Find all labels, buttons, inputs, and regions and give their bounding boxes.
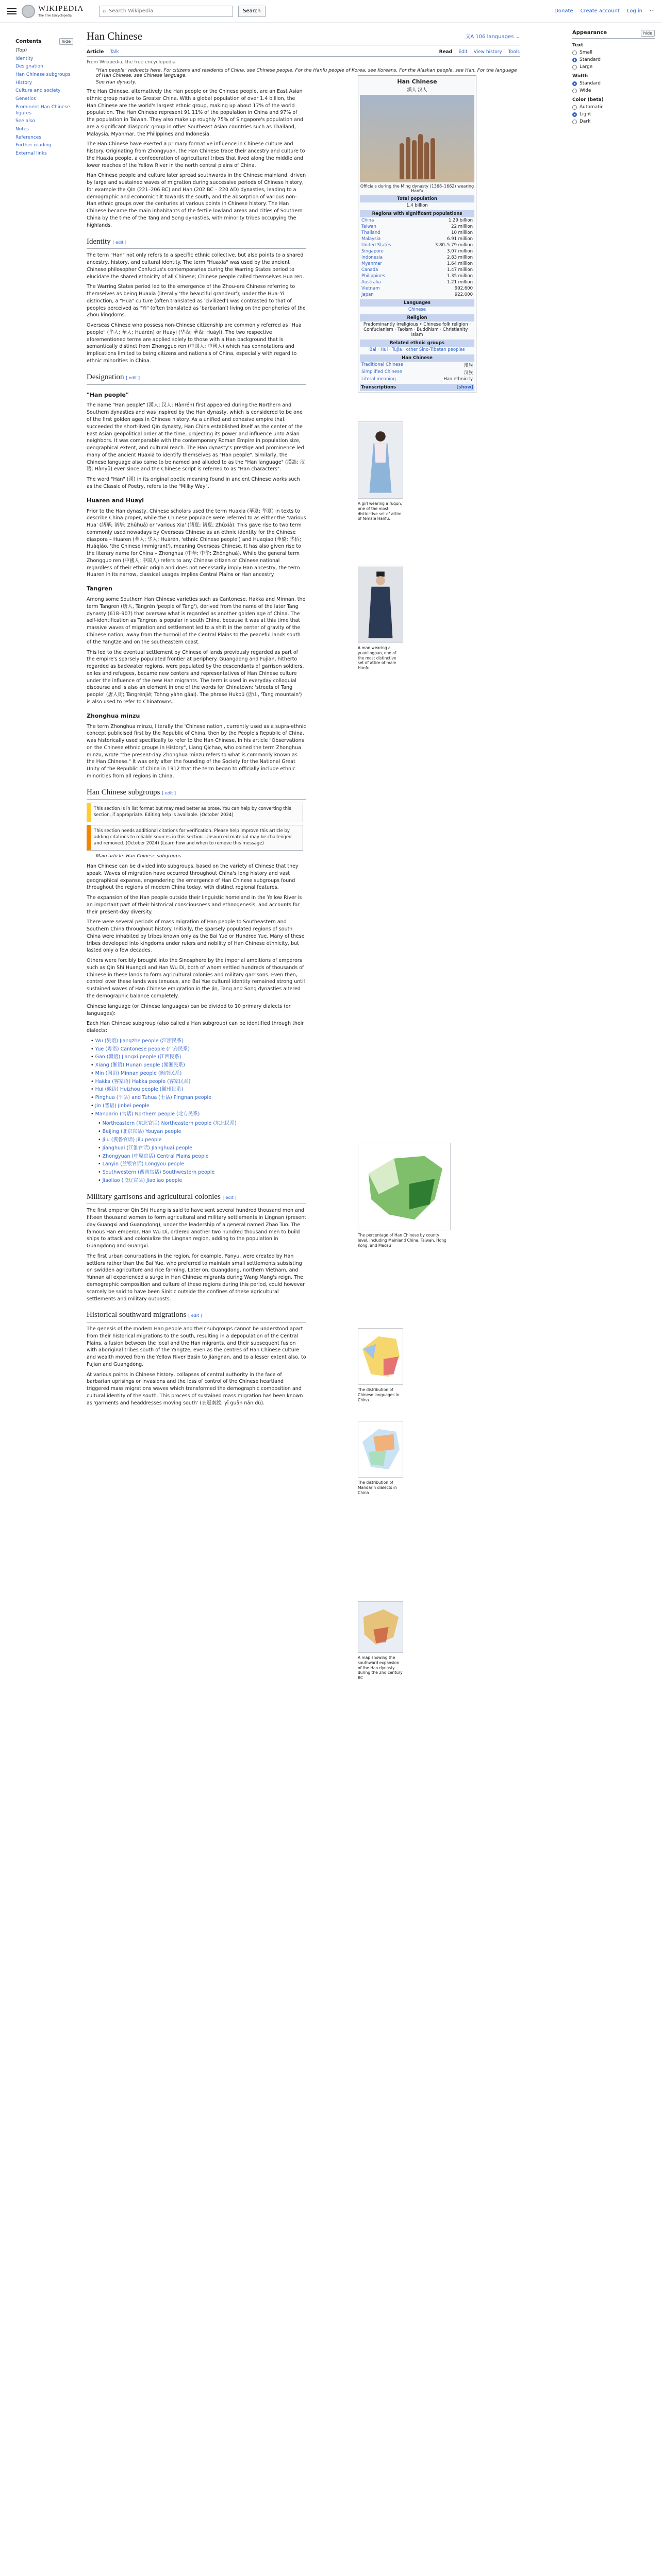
region-value: 3.07 million: [447, 249, 473, 254]
radio-label: Standard: [580, 81, 601, 86]
region-row: [360, 224, 474, 230]
mandarin-dialect-item[interactable]: • Jiaoliao (胶辽官话) Jiaoliao people: [98, 1177, 306, 1184]
donate-link[interactable]: Donate: [554, 8, 573, 14]
name-value: 漢族: [464, 363, 473, 368]
yuanlingpao-image-box: A man wearing a yuanlingpao, one of the most distinctive set of attire of male Hanfu.: [358, 566, 403, 671]
radio-color_opts-automatic[interactable]: [572, 105, 655, 110]
toc-item[interactable]: Prominent Han Chinese figures: [15, 104, 70, 116]
paragraph: Prior to the Han dynasty, Chinese scholars used the term Huaxia (華夏; 华夏) in texts to describe China proper, while the Chinese populace were referred to as either the 'various Hua' (諸華; 诸华; Zhūhuá) or 'various Xia' (諸夏; 诸夏; Zhūxià). This gave rise to two term commonly used nowadays by Overseas Chinese as an ethnic identity for the Chinese diaspora – Huaren (華人; 华人; Huárén, 'ethnic Chinese people') and Huaqiao (華僑; 华侨; Huáqiáo, 'the Chinese immigrant'), meaning Overseas Chinese. It has also given rise to the literary name for China – Zhonghua (中華; 中华; Zhōnghuá). While the general term Zhongguo ren (中國人; 中国人) refers to any Chinese citizen or Chinese national regardless of their ethnic origin and does not necessarily imply Han ancestry, the term Huaren in its narrow, classical usages implies Central Plains or Han ancestry.: [87, 508, 306, 578]
region-value: 1.21 million: [447, 280, 473, 285]
radio-text_opts-large[interactable]: [572, 64, 655, 70]
toc-item[interactable]: Identity: [15, 56, 34, 61]
region-row: [360, 236, 474, 242]
article-content: [87, 30, 520, 1680]
radio-width_opts-wide[interactable]: [572, 88, 655, 93]
infobox-title: Han Chinese: [397, 78, 437, 85]
mandarin-dialect-item[interactable]: • Zhongyuan (中原官话) Central Plains people: [98, 1153, 306, 1160]
dialect-item[interactable]: • Yue (粤语) Cantonese people (广府民系): [91, 1046, 306, 1053]
paragraph: At various points in Chinese history, collapses of central authority in the face of barbarian uprisings or invasions and the loss of control of the Chinese heartland triggered mass migrations waves which transformed the demographic composition and cultural identity of the south. This process of sustained mass migration has been known as 'garments and headdresses moving south' (衣冠南渡; yī guān nán dù).: [87, 1371, 303, 1406]
subsection-heading: "Han people": [87, 391, 129, 398]
more-icon[interactable]: ⋯: [650, 8, 655, 14]
transcriptions-row[interactable]: Transcriptions [show]: [361, 385, 473, 390]
radio-icon: [572, 58, 577, 62]
tab-edit[interactable]: Edit: [458, 49, 468, 55]
region-row: [360, 273, 474, 279]
han-expansion-map[interactable]: [358, 1601, 403, 1653]
toc-item[interactable]: Han Chinese subgroups: [15, 72, 71, 78]
region-name[interactable]: Myanmar: [361, 261, 382, 266]
region-row: [360, 248, 474, 255]
dialect-item[interactable]: • Min (闽语) Minnan people (闽南民系): [91, 1070, 306, 1077]
region-row: [360, 279, 474, 285]
tab-tools[interactable]: Tools: [508, 49, 520, 55]
paragraph: Among some Southern Han Chinese varieties such as Cantonese, Hakka and Minnan, the term Tangren (唐人, Tángrén 'people of Tang'), derived from the name of the later Tang dynasty (618–907) that oversaw what is regarded as another golden age of China. The self-identification as Tangren is popular in south China, because it was at this time that massive waves of migration and settlement led to a shift in the center of gravity of the Chinese nation, away from the turmoil of the Central Plains to the peaceful lands south of the Yangtze and on the southeastern coast.: [87, 597, 306, 645]
tab-article[interactable]: Article: [87, 49, 104, 55]
globe-icon: [22, 5, 35, 18]
name-row: [360, 376, 474, 382]
main-article-hatnote: Main article: Han Chinese subgroups: [96, 853, 181, 859]
tab-read[interactable]: Read: [439, 49, 453, 55]
infobox-header: Related ethnic groups: [360, 340, 474, 347]
intro-paragraph: Han Chinese people and culture later spread southwards in the Chinese mainland, driven by large and sustained waves of migration during successive periods of Chinese history, for example the Qin (221–206 BC) and Han (202 BC – 220 AD) dynasties, leading to a demographic and economic tilt towards the south, and the absorption of various non-Han ethnic groups over the centuries at various points in Chinese history. The Han Chinese became the main inhabitants of the fertile lowland areas and cities of Southern China by the time of the Tang and Song dynasties, with minority tribes occupying the highlands.: [87, 173, 306, 228]
toc-item[interactable]: (Top): [15, 48, 27, 53]
hatnote: "Han people" redirects here. For citizens and residents of China, see Chinese people. For the Hanfu people of Korea, see Koreans. For the Alaskan people, see Han. For the language of Han Chinese, see Chinese language.: [96, 68, 517, 78]
toc-item[interactable]: Genetics: [15, 96, 36, 102]
radio-label: Light: [580, 112, 591, 117]
radio-label: Large: [580, 64, 593, 70]
section-heading-designation: Designation [ edit ]: [87, 372, 306, 385]
region-name[interactable]: United States: [361, 243, 391, 248]
mandarin-dialect-item[interactable]: • Northeastern (东北官话) Northeastern people (东北民系): [98, 1120, 306, 1127]
radio-label: Small: [580, 50, 592, 55]
search-icon: ⌕: [103, 7, 106, 14]
text-size-label: Text: [572, 43, 584, 48]
dialect-list: [91, 1038, 306, 1184]
toc-item[interactable]: External links: [15, 150, 47, 156]
chinese-languages-map[interactable]: [358, 1328, 403, 1385]
paragraph: The expansion of the Han people outside their linguistic homeland in the Yellow River is an important part of their historical consciousness and ethnogenesis, and accounts for their present-day diversity.: [87, 895, 302, 915]
radio-label: Automatic: [580, 105, 604, 110]
region-name[interactable]: Indonesia: [361, 255, 383, 260]
create-account-link[interactable]: Create account: [580, 8, 620, 14]
search-box: [99, 6, 233, 17]
section-heading-subgroups: Han Chinese subgroups [ edit ]: [87, 787, 306, 800]
toc-item[interactable]: Further reading: [15, 143, 52, 148]
mandarin-dialect-item[interactable]: • Jianghuai (江淮官话) Jianghuai people: [98, 1145, 306, 1152]
appearance-title: Appearance: [572, 30, 607, 36]
region-name[interactable]: Philippines: [361, 274, 385, 279]
hatnote: See Han dynasty.: [96, 80, 137, 85]
dialect-item[interactable]: • Mandarin (官话) Northern people (北方民系): [91, 1111, 306, 1118]
radio-label: Wide: [580, 88, 591, 93]
dialect-item[interactable]: • Pinghua (平话) and Tuhua (土话) Pingnan people: [91, 1094, 306, 1101]
region-name[interactable]: Japan: [361, 292, 374, 297]
toc-item[interactable]: Notes: [15, 126, 29, 132]
radio-icon: [572, 105, 577, 110]
section-heading-military: Military garrisons and agricultural colonies [ edit ]: [87, 1192, 306, 1205]
region-row: [360, 230, 474, 236]
intro-paragraph: The Han Chinese have exerted a primary formative influence in Chinese culture and history. Originating from Zhongyuan, the Han Chinese trace their ancestry and culture to the Huaxia people, a confederation of agricultural tribes that lived along the middle and lower reaches of the Yellow River in the north central plains of China.: [87, 141, 305, 168]
region-value: 1.64 million: [447, 261, 473, 266]
radio-icon: [572, 65, 577, 70]
radio-text_opts-standard[interactable]: [572, 57, 655, 62]
paragraph: The genesis of the modern Han people and their subgroups cannot be understood apart from their historical migrations to the south, resulting in a depopulation of the Central Plains, a fusion between the local and the Han migrants, and their subsequent fusion with aboriginal tribes south of the Yangtze, even as the centres of Han Chinese culture and wealth moved from the Yellow River Basin to Jiangnan, and to a lesser extent also, to Fujian and Guangdong.: [87, 1326, 306, 1367]
region-name[interactable]: Australia: [361, 280, 381, 285]
region-name[interactable]: Taiwan: [361, 224, 376, 229]
mandarin-dialect-item[interactable]: • Beijing (北京官话) Youyan people: [98, 1128, 306, 1136]
width-label: Width: [572, 74, 588, 79]
radio-label: Dark: [580, 119, 591, 124]
paragraph: Each Han Chinese subgroup (also called a Han subgroup) can be identified through their dialects:: [87, 1021, 304, 1034]
search-input[interactable]: [109, 8, 227, 14]
name-label[interactable]: Literal meaning: [361, 377, 396, 382]
ruqun-girl-image[interactable]: [358, 421, 403, 499]
mandarin-dialect-item[interactable]: • Lanyin (兰银官话) Longyou people: [98, 1161, 306, 1168]
edit-link[interactable]: [ edit ]: [222, 1195, 237, 1200]
site-header: [0, 0, 662, 23]
region-name[interactable]: China: [361, 218, 374, 223]
yuanlingpao-man-image[interactable]: [358, 566, 403, 643]
name-label[interactable]: Traditional Chinese: [361, 362, 403, 367]
section-heading-identity: Identity [ edit ]: [87, 236, 306, 249]
region-value: 1.47 million: [447, 267, 473, 273]
region-row: [360, 217, 474, 224]
mandarin-sublist: [98, 1120, 306, 1184]
paragraph: The term Zhonghua minzu, literally the 'Chinese nation', currently used as a supra-ethnic concept publicised first by the Republic of China, then by the People's Republic of China, was historically used specifically to refer to the Han Chinese. In his article "Observations on the Chinese ethnic groups in History", Liang Qichao, who coined the term Zhonghua minzu, wrote "the present-day Zhonghua minzu refers to what is commonly known as the Han Chinese." It was only after the founding of the Society for the National Great Unity of the Republic of China in 1912 that the term began to officially include ethnic minorities from all regions in China.: [87, 723, 306, 779]
infobox: [358, 75, 476, 393]
paragraph: There were several periods of mass migration of Han people to Southeastern and Southern China throughout history. Initially, the sparsely populated regions of south China were inhabited by tribes known only as the Bai Yue or Hundred Yue. Many of these tribes developed into kingdoms under rulers and nobility of Han Chinese ethnicity, but lasted only a few decades.: [87, 919, 305, 954]
han-percentage-map[interactable]: [358, 1143, 451, 1230]
main-menu-icon[interactable]: [7, 8, 16, 14]
paragraph: The first urban conurbations in the region, for example, Panyu, were created by Han settlers rather than the Bai Yue, who preferred to maintain small settlements subsisting on swidden agriculture and rice farming. Later on, Guangdong, northern Vietnam, and Yunnan all experienced a surge in Han Chinese migrants during Wang Mang's reign. The demographic composition and culture of these regions during this period, could however scarcely be said to have been Sinitic outside the confines of these agricultural settlements and military outposts.: [87, 1253, 305, 1302]
paragraph: This led to the eventual settlement by Chinese of lands previously regarded as part of the empire's sparsely populated frontier at periphery. Guangdong and Fujian, hitherto regarded as backwater regions, were populated by the descendants of garrison soldiers, exiles and refugees, became new centers and representatives of Han Chinese culture under the influence of the new Han migrants. The term is used in everyday colloquial discourse and is also an element in one of the words for Chinatown: 'streets of Tang people' (唐人街; Tángrénjiē; Tòhng yàhn gāai). The phrase Hukbū (唐山, 'Tang mountain') is also used to refer to Chinatowns.: [87, 649, 304, 705]
han-percentage-map-box: The percentage of Han Chinese by county level, including Mainland China, Taiwan, Hong Kong, and Macau: [358, 1143, 451, 1248]
paragraph: The Warring States period led to the emergence of the Zhou-era Chinese referring to themselves as being Huaxia (literally 'the beautiful grandeur'); under the Hua–Yi distinction, a "Hua" culture (often translated as 'civilized') was contrasted to that of peoples perceived as "Yi" (often translated as 'barbarian') living on the peripheries of the Zhou kingdoms.: [87, 284, 306, 318]
radio-icon: [572, 120, 577, 124]
toc-item[interactable]: Designation: [15, 64, 43, 70]
appearance-hide-button[interactable]: hide: [641, 30, 655, 37]
article-body: [87, 88, 306, 1406]
ruqun-image-box: A girl wearing a ruqun, one of the most distinctive set of attire of female Hanfu.: [358, 421, 403, 521]
mandarin-dialect-item[interactable]: • Jilu (冀鲁官话) Jilu people: [98, 1137, 306, 1144]
region-value: 1.29 billion: [448, 218, 473, 223]
paragraph: The word "Han" (漢) in its original poetic meaning found in ancient Chinese works such as the Classic of Poetry, refers to the "Milky Way".: [87, 477, 300, 489]
region-value: 6.91 million: [447, 236, 473, 242]
region-value: 992,600: [454, 286, 473, 291]
region-name[interactable]: Thailand: [361, 230, 380, 235]
mandarin-dialects-map-box: The distribution of Mandarin dialects in China: [358, 1421, 403, 1495]
wikipedia-logo[interactable]: WIKIPEDIA The Free Encyclopedia: [22, 5, 84, 18]
toc-item[interactable]: References: [15, 134, 42, 140]
region-value: 922,000: [454, 292, 473, 297]
edit-link[interactable]: [ edit ]: [112, 240, 127, 245]
infobox-header: Religion: [360, 314, 474, 321]
dialect-item[interactable]: • Hakka (客家语) Hakka people (客家民系): [91, 1078, 306, 1086]
region-row: [360, 261, 474, 267]
region-value: 1.35 million: [447, 274, 473, 279]
radio-icon: [572, 81, 577, 86]
name-value: Han ethnicity: [443, 377, 473, 382]
paragraph: The term "Han" not only refers to a specific ethnic collective, but also points to a shared ancestry, history, and cultural identity. The term "Huaxia" was used by the ancient Chinese philosopher Confucius's contemporaries during the Warring States period to elucidate the shared ethnicity of all Chinese; Chinese people called themselves Hua ren.: [87, 252, 304, 280]
region-row: [360, 267, 474, 273]
edit-link[interactable]: [ edit ]: [188, 1313, 202, 1318]
intro-paragraph: The Han Chinese, alternatively the Han people or the Chinese people, are an East Asian ethnic group native to Greater China. With a global population of over 1.4 billion, the Han Chinese are the world's largest ethnic group, making up about 17% of the world population. The Han Chinese represent 91.11% of the population in China and 97% of the population in Taiwan. They also make up roughly 75% of Singapore's population and are a significant diasporic group in other Southeast Asian countries such as Thailand, Malaysia, Myanmar, the Philippines and Indonesia.: [87, 89, 304, 137]
region-value: 10 million: [451, 230, 473, 235]
toc-item[interactable]: See also: [15, 118, 35, 124]
log-in-link[interactable]: Log in: [626, 8, 642, 14]
name-value: 汉族: [464, 370, 473, 376]
tagline: From Wikipedia, the free encyclopedia: [87, 60, 176, 65]
radio-icon: [572, 89, 577, 93]
related-groups-value[interactable]: Bai · Hui · Tujia · other Sino-Tibetan peoples: [369, 347, 465, 352]
page-title: Han Chinese: [87, 30, 520, 45]
edit-link[interactable]: [ edit ]: [162, 790, 176, 795]
infobox-header: Total population: [360, 195, 474, 202]
region-row: [360, 242, 474, 248]
region-name[interactable]: Singapore: [361, 249, 384, 254]
color-label: Color (beta): [572, 97, 604, 103]
chinese-languages-map-box: The distribution of Chinese languages in China: [358, 1328, 403, 1402]
infobox-subtitle: 漢人 汉人: [407, 88, 427, 93]
toc-hide-button[interactable]: hide: [59, 38, 73, 45]
infobox-caption: Officials during the Ming dynasty (1368–1662) wearing Hanfu: [360, 184, 474, 193]
name-label[interactable]: Simplified Chinese: [361, 369, 402, 375]
paragraph: Overseas Chinese who possess non-Chinese citizenship are commonly referred as "Hua people" (华人; 華人; Huárén) or Huayi (华裔; 華裔; Huáyì). The two respective aforementioned terms are applied solely to those with a Han background that is semantically distinct from Zhongguo ren (中国人; 中國人) which has connotations and implications limited to being citizens and nationals of China, especially with regard to ethnic minorities in China.: [87, 323, 302, 364]
name-row: [360, 362, 474, 369]
region-value: 2.83 million: [447, 255, 473, 260]
radio-text_opts-small[interactable]: [572, 50, 655, 55]
appearance-panel: [572, 30, 655, 126]
infobox-header: Regions with significant populations: [360, 210, 474, 217]
toc-item[interactable]: History: [15, 80, 32, 86]
dialect-item[interactable]: • Jin (晋语) Jinbei people: [91, 1103, 306, 1110]
radio-width_opts-standard[interactable]: [572, 81, 655, 86]
paragraph: Han Chinese can be divided into subgroups, based on the variety of Chinese that they speak. Waves of migration have occurred throughout China's long history and vast geographical expanse, engendering the emergence of Han Chinese subgroups found throughout the regions of modern China today, with distinct regional features.: [87, 863, 299, 891]
page-tabs: [87, 49, 520, 57]
mandarin-dialects-map[interactable]: [358, 1421, 403, 1478]
language-button[interactable]: 文A 106 languages ⌄: [465, 34, 520, 40]
toc-title: Contents: [15, 39, 42, 44]
subsection-heading: Huaren and Huayi: [87, 497, 144, 504]
edit-link[interactable]: [ edit ]: [126, 375, 140, 380]
radio-icon: [572, 112, 577, 117]
region-name[interactable]: Canada: [361, 267, 378, 273]
paragraph: The first emperor Qin Shi Huang is said to have sent several hundred thousand men and fifteen thousand women to form agricultural and military settlements in Lingnan (present day Guangxi and Guangdong), under the leadership of a general named Zhao Tuo. The famous Han emperor, Han Wu Di, ordered another two hundred thousand men to build ships to attack and colonialize the Lingnan region, adding to the population in Guangdong and Guangxi.: [87, 1208, 306, 1249]
ming-officials-image[interactable]: [360, 95, 474, 182]
region-value: 22 million: [451, 224, 473, 229]
languages-value[interactable]: Chinese: [408, 307, 426, 312]
radio-color_opts-dark[interactable]: [572, 119, 655, 124]
radio-color_opts-light[interactable]: [572, 112, 655, 117]
search-button[interactable]: Search: [238, 6, 265, 17]
region-row: [360, 255, 474, 261]
radio-label: Standard: [580, 57, 601, 62]
dialect-item[interactable]: • Hui (徽语) Huizhou people (徽州民系): [91, 1086, 306, 1093]
toc-item[interactable]: Culture and society: [15, 88, 61, 94]
table-of-contents: [15, 38, 73, 159]
list-format-notice: This section is in list format but may read better as prose. You can help by converting this section, if appropriate. Editing help is available. (October 2024): [87, 803, 303, 822]
region-value: 3.80–5.79 million: [435, 243, 473, 248]
total-population: 1.4 billion: [406, 203, 428, 208]
section-heading-southward: Historical southward migrations [ edit ]: [87, 1310, 306, 1323]
mandarin-dialect-item[interactable]: • Southwestern (西南官话) Southwestern people: [98, 1169, 306, 1176]
name-row: [360, 369, 474, 376]
dialect-item[interactable]: • Xiang (湘语) Hunan people (湖湘民系): [91, 1062, 306, 1069]
infobox-header: Han Chinese: [360, 354, 474, 362]
han-expansion-map-box: A map showing the southward expansion of the Han dynasty during the 2nd century BC: [358, 1601, 403, 1681]
paragraph: Others were forcibly brought into the Sinosphere by the imperial ambitions of emperors such as Qin Shi Huangdi and Han Wu Di, both of whom settled hundreds of thousands of Chinese in these lands to form agricultural colonies and military garrisons. Even then, control over these lands was tenuous, and Bai Yue cultural identity remained strong until sustained waves of Han Chinese emigration in the Jin, Tang and Song dynasties altered the demographic balance completely.: [87, 958, 305, 999]
region-name[interactable]: Vietnam: [361, 286, 380, 291]
infobox-header: Languages: [360, 299, 474, 307]
paragraph: Chinese language (or Chinese languages) can be divided to 10 primary dialects (or languages):: [87, 1003, 291, 1016]
region-name[interactable]: Malaysia: [361, 236, 381, 242]
paragraph: The name "Han people" (漢人; 汉人; Hànrén) first appeared during the Northern and Southern dynasties and was inspired by the Han dynasty, which is considered to be one of the first golden ages in Chinese history. As a unified and cohesive empire that succeeded the short-lived Qin dynasty, Han China established itself as the center of the East Asian geopolitical order at the time, projecting its power and influence unto Asian neighbors. It was comparable with the contemporary Roman Empire in population size, geographical extent, and cultural reach. The Han dynasty's prestige and prominence led many of the ancient Huaxia to identify themselves as "Han people". Similarly, the Chinese language also came to be named and alluded to as the "Han language" (漢語; 汉语; Hànyǔ) ever since and the Chinese script is referred to as "Han characters".: [87, 402, 305, 472]
radio-icon: [572, 50, 577, 55]
dialect-item[interactable]: • Gan (赣语) Jiangxi people (江西民系): [91, 1054, 306, 1061]
subsection-heading: Tangren: [87, 585, 112, 592]
religion-value: Predominantly Irreligious • Chinese folk religion · Confucianism · Taoism · Buddhism · Christianity · Islam: [363, 322, 471, 337]
dialect-item[interactable]: • Wu (吴语) Jiangzhe people (江浙民系): [91, 1038, 306, 1045]
subsection-heading: Zhonghua minzu: [87, 712, 140, 719]
tab-view-history[interactable]: View history: [473, 49, 502, 55]
region-row: [360, 292, 474, 298]
tab-talk[interactable]: Talk: [110, 49, 119, 55]
region-row: [360, 285, 474, 292]
citation-needed-notice: This section needs additional citations for verification. Please help improve this article by adding citations to reliable sources in this section. Unsourced material may be challenged and removed. (October 2024) (Learn how and when to remove this message): [87, 825, 303, 851]
